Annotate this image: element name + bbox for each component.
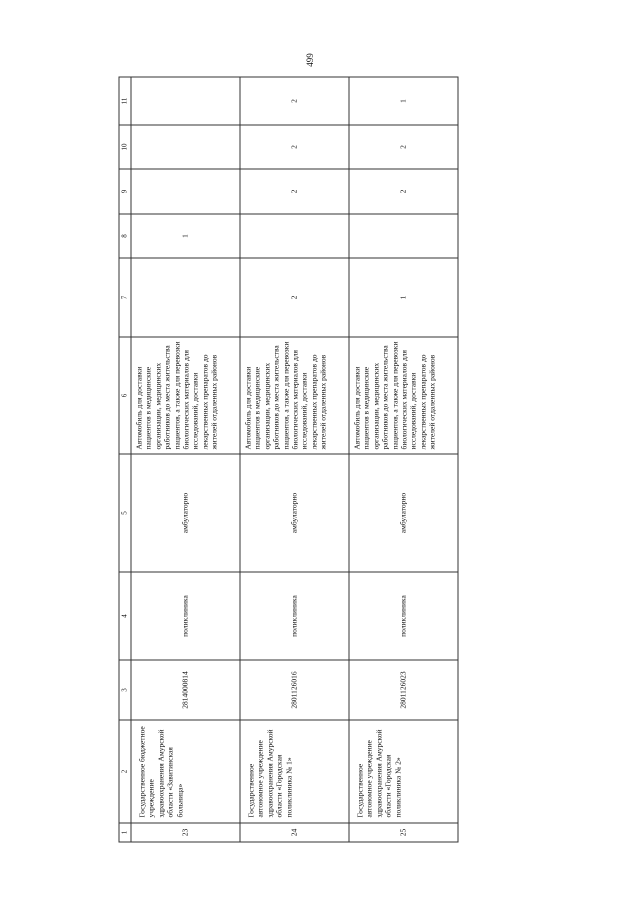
vehicle-purpose: Автомобиль для доставки пациентов в медицинские организации, медицинских работников до места жительства пациентов, а также для перевозки биологических материалов для исследований, доставки лекарственных препаратов до жителей отдаленных районов [349,337,458,454]
cell-col11 [131,77,240,125]
column-header: 7 [119,258,131,337]
page-number: 499 [305,53,315,67]
row-number: 23 [131,823,240,842]
equipment-table [119,77,459,843]
column-header: 6 [119,337,131,454]
cell-col11: 1 [349,77,458,125]
column-header-row [119,77,131,842]
table-row [240,77,349,842]
vehicle-purpose: Автомобиль для доставки пациентов в медицинские организации, медицинских работников до места жительства пациентов, а также для перевозки биологических материалов для исследований, доставки лекарственных препаратов до жителей отдаленных районов [240,337,349,454]
care-mode: амбулаторно [131,454,240,572]
column-header: 5 [119,454,131,572]
cell-col10: 2 [240,125,349,169]
table-row [349,77,458,842]
institution-code: 2801126023 [349,660,458,720]
column-header: 2 [119,720,131,823]
unit-type: поликлиника [131,572,240,660]
cell-col8 [240,214,349,258]
institution-code: 2814000814 [131,660,240,720]
care-mode: амбулаторно [240,454,349,572]
row-number: 25 [349,823,458,842]
column-header: 8 [119,214,131,258]
column-header: 1 [119,823,131,842]
column-header: 9 [119,169,131,214]
document-table-container [119,78,459,843]
cell-col10 [131,125,240,169]
institution-code: 2801126016 [240,660,349,720]
column-header: 10 [119,125,131,169]
cell-col8: 1 [131,214,240,258]
cell-col9: 2 [240,169,349,214]
table-row [131,77,240,842]
institution-name: Государственное бюджетное учреждение здравоохранения Амурской области «Завитинская больница» [131,720,240,823]
row-number: 24 [240,823,349,842]
cell-col7: 1 [349,258,458,337]
cell-col8 [349,214,458,258]
vehicle-purpose: Автомобиль для доставки пациентов в медицинские организации, медицинских работников до места жительства пациентов, а также для перевозки биологических материалов для исследований, доставки лекарственных препаратов до жителей отдаленных районов [131,337,240,454]
cell-col9 [131,169,240,214]
institution-name: Государственное автономное учреждение здравоохранения Амурской области «Городская поликлиника № 2» [349,720,458,823]
unit-type: поликлиника [349,572,458,660]
cell-col7 [131,258,240,337]
cell-col9: 2 [349,169,458,214]
cell-col7: 2 [240,258,349,337]
cell-col10: 2 [349,125,458,169]
unit-type: поликлиника [240,572,349,660]
cell-col11: 2 [240,77,349,125]
care-mode: амбулаторно [349,454,458,572]
column-header: 3 [119,660,131,720]
column-header: 4 [119,572,131,660]
column-header: 11 [119,77,131,125]
institution-name: Государственное автономное учреждение здравоохранения Амурской области «Городская поликлиника № 1» [240,720,349,823]
